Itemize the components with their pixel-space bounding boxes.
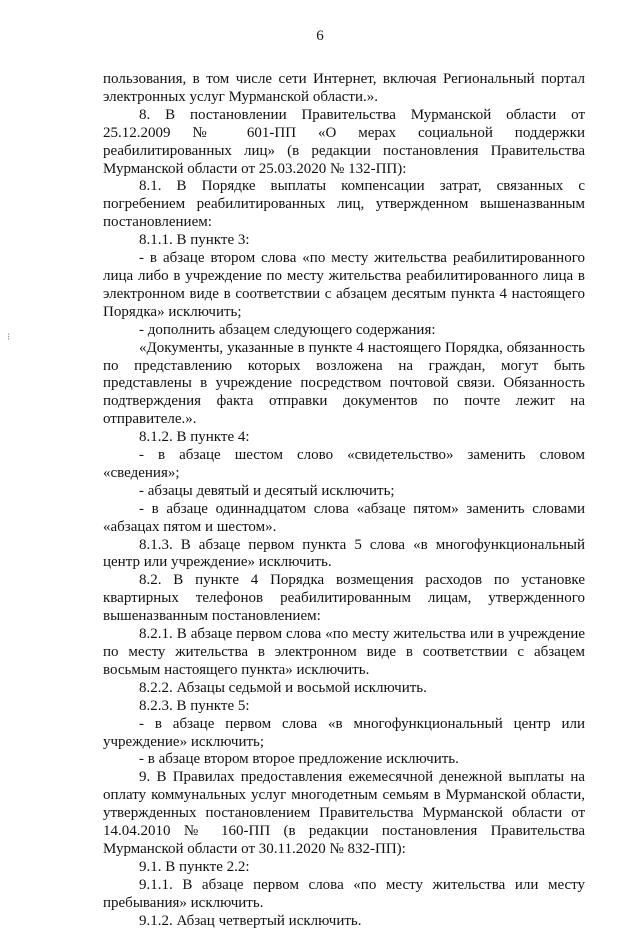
document-body bbox=[103, 71, 585, 931]
page-number: 6 bbox=[316, 28, 324, 44]
paragraph-item-8-2: 8.2. В пункте 4 Порядка возмещения расходов по установке квартирных телефонов реабилитированным лицам, утвержденного вышеназванным постановлением: bbox=[103, 572, 585, 625]
paragraph-item-8-1-1: 8.1.1. В пункте 3: bbox=[139, 232, 250, 249]
paragraph-item-9-1-2: 9.1.2. Абзац четвертый исключить. bbox=[139, 912, 362, 929]
margin-mark: ⁝ bbox=[7, 332, 11, 343]
paragraph-item-8-1-2-c: - в абзаце одиннадцатом слова «абзаце пятом» заменить словами «абзацах пятом и шестом». bbox=[103, 500, 585, 535]
paragraph-item-8-2-3-b: - в абзаце втором второе предложение исключить. bbox=[139, 751, 459, 768]
paragraph-item-8-1-2-a: - в абзаце шестом слово «свидетельство» заменить словом «сведения»; bbox=[103, 447, 585, 481]
paragraph-item-8-1-3: 8.1.3. В абзаце первом пункта 5 слова «в многофункциональный центр или учреждение» исключить. bbox=[103, 536, 585, 571]
paragraph-item-8-1-2-b: - абзацы девятый и десятый исключить; bbox=[139, 482, 395, 499]
paragraph-quote-documents: «Документы, указанные в пункте 4 настоящего Порядка, обязанность по представлению которых возложена на граждан, могут быть представлены в учреждение посредством почтовой связи. Обязанность подтверждения факта отправки документов по почте лежит на отправителе.». bbox=[103, 339, 585, 428]
paragraph-item-9: 9. В Правилах предоставления ежемесячной денежной выплаты на оплату коммунальных услуг многодетным семьям в Мурманской области, утвержденных постановлением Правительства Мурманской области от 14.04.2010 № 160-ПП (в редакции постановления Правительства Мурманской области от 30.11.2020 № 832-ПП): bbox=[103, 769, 585, 857]
paragraph-item-8-2-3: 8.2.3. В пункте 5: bbox=[139, 697, 250, 714]
paragraph-item-8: 8. В постановлении Правительства Мурманской области от 25.12.2009 № 601-ПП «О мерах социальной поддержки реабилитированных лиц» (в редакции постановления Правительства Мурманской области от 25.03.2020 № 132-ПП): bbox=[103, 106, 585, 177]
paragraph-item-8-1: 8.1. В Порядке выплаты компенсации затрат, связанных с погребением реабилитированных лиц, утвержденном вышеназванным постановлением: bbox=[103, 178, 585, 231]
paragraph-item-8-1-1-b: - дополнить абзацем следующего содержания: bbox=[139, 321, 436, 338]
paragraph-item-9-1-1: 9.1.1. В абзаце первом слова «по месту жительства или месту пребывания» исключить. bbox=[103, 876, 585, 911]
paragraph-item-8-2-2: 8.2.2. Абзацы седьмой и восьмой исключить. bbox=[139, 679, 427, 696]
paragraph-item-8-2-3-a: - в абзаце первом слова «в многофункциональный центр или учреждение» исключить; bbox=[103, 715, 585, 750]
paragraph-item-9-1: 9.1. В пункте 2.2: bbox=[139, 858, 250, 875]
paragraph-continuation: пользования, в том числе сети Интернет, включая Региональный портал электронных услуг Мурманской области.». bbox=[103, 71, 585, 105]
paragraph-item-8-2-1: 8.2.1. В абзаце первом слова «по месту жительства или в учреждение по месту жительства в электронном виде в соответствии с абзацем восьмым настоящего пункта» исключить. bbox=[103, 626, 585, 678]
paragraph-item-8-1-2: 8.1.2. В пункте 4: bbox=[139, 429, 250, 446]
paragraph-item-8-1-1-a: - в абзаце втором слова «по месту жительства реабилитированного лица либо в учреждение по месту жительства реабилитированного лица в электронном виде в соответствии с абзацем десятым пункта 4 настоящего Порядка» исключить; bbox=[103, 250, 585, 320]
